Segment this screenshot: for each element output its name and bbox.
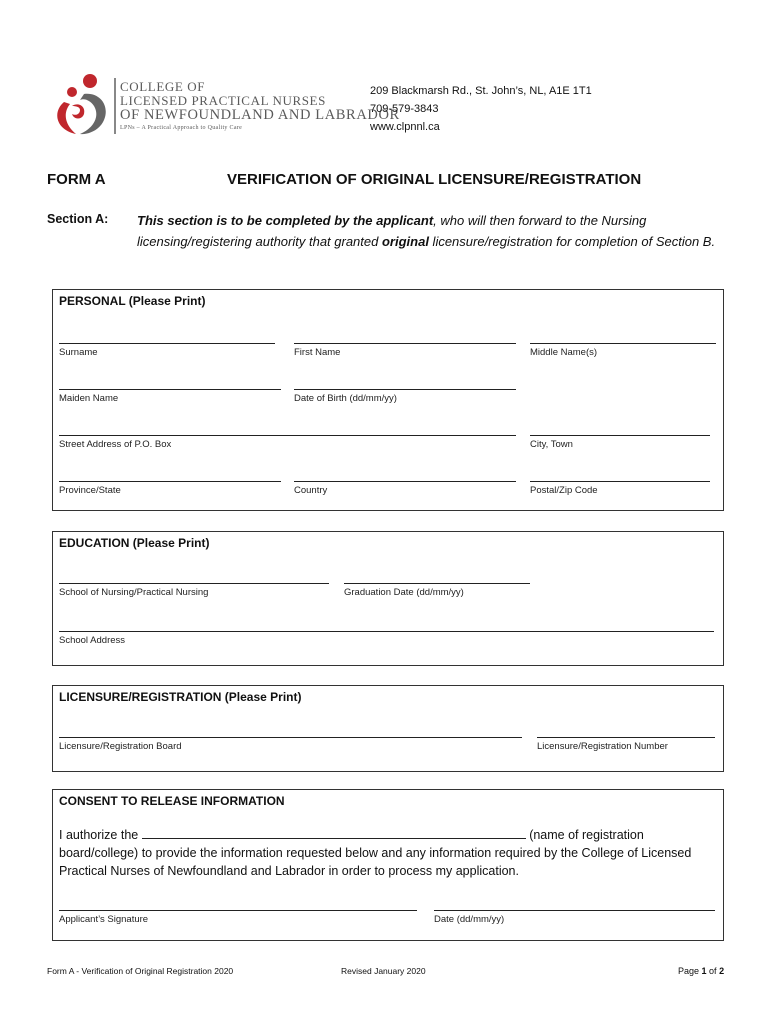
consent-title: CONSENT TO RELEASE INFORMATION: [59, 794, 285, 808]
page-current: 1: [701, 966, 707, 976]
consent-text-rest: board/college) to provide the information requested below and any information required by the College of Licensed Practical Nurses of Newfoundland and Labrador in order to process my application.: [59, 846, 692, 878]
postal-label: Postal/Zip Code: [530, 485, 598, 496]
page-total: 2: [719, 966, 725, 976]
city-field[interactable]: [530, 435, 710, 436]
street-field[interactable]: [59, 435, 516, 436]
intro-part-3: licensure/registration for completion of Section B.: [428, 234, 716, 249]
section-intro: [137, 210, 717, 252]
logo-line-2: LICENSED PRACTICAL NURSES: [120, 93, 326, 108]
footer-form-name: Form A - Verification of Original Registration 2020: [47, 966, 234, 976]
education-section: [52, 531, 724, 666]
maiden-name-field[interactable]: [59, 389, 281, 390]
consent-text: [59, 826, 719, 880]
logo-divider: [114, 78, 116, 134]
country-field[interactable]: [294, 481, 516, 482]
country-label: Country: [294, 485, 328, 496]
page-prefix: Page: [678, 966, 702, 976]
license-number-label: Licensure/Registration Number: [537, 741, 668, 752]
logo-tagline: LPNs – A Practical Approach to Quality Care: [120, 125, 243, 131]
heart-figures-icon: [50, 72, 116, 138]
dob-field[interactable]: [294, 389, 516, 390]
licensure-title: LICENSURE/REGISTRATION (Please Print): [59, 690, 302, 704]
section-label: Section A:: [47, 212, 109, 226]
surname-field[interactable]: [59, 343, 275, 344]
licensure-section: [52, 685, 724, 772]
postal-field[interactable]: [530, 481, 710, 482]
footer-revised: Revised January 2020: [341, 966, 426, 976]
address: 209 Blackmarsh Rd., St. John’s, NL, A1E 1T1: [370, 85, 592, 97]
logo-line-3: OF NEWFOUNDLAND AND LABRADOR: [120, 107, 400, 123]
maiden-name-label: Maiden Name: [59, 393, 119, 404]
consent-section: [52, 789, 724, 941]
consent-date-label: Date (dd/mm/yy): [434, 914, 505, 925]
school-address-label: School Address: [59, 635, 126, 646]
consent-text-end: (name of registration: [529, 828, 644, 842]
middle-names-field[interactable]: [530, 343, 716, 344]
signature-field[interactable]: [59, 910, 417, 911]
logo-line-1: COLLEGE OF: [120, 79, 206, 94]
school-field[interactable]: [59, 583, 329, 584]
intro-part-2: , who will then forward to the Nursing licensing/registering authority that granted: [137, 213, 647, 249]
intro-bold-2: original: [381, 234, 429, 249]
logo-wordmark: [120, 80, 400, 132]
license-number-field[interactable]: [537, 737, 715, 738]
consent-date-field[interactable]: [434, 910, 715, 911]
first-name-label: First Name: [294, 347, 341, 358]
dob-label: Date of Birth (dd/mm/yy): [294, 393, 397, 404]
website-link[interactable]: www.clpnnl.ca: [370, 121, 440, 133]
registration-board-field[interactable]: [142, 826, 526, 839]
footer-page-number: [678, 966, 724, 976]
surname-label: Surname: [59, 347, 98, 358]
school-address-field[interactable]: [59, 631, 714, 632]
street-label: Street Address of P.O. Box: [59, 439, 172, 450]
board-field[interactable]: [59, 737, 522, 738]
school-label: School of Nursing/Practical Nursing: [59, 587, 209, 598]
grad-date-field[interactable]: [344, 583, 530, 584]
personal-title: PERSONAL (Please Print): [59, 294, 206, 308]
first-name-field[interactable]: [294, 343, 516, 344]
province-field[interactable]: [59, 481, 281, 482]
page-middle: of: [706, 966, 720, 976]
intro-bold-1: This section is to be completed by the applicant: [137, 213, 434, 228]
page-title: VERIFICATION OF ORIGINAL LICENSURE/REGISTRATION: [227, 171, 642, 188]
form-id: FORM A: [47, 171, 106, 188]
consent-text-start: I authorize the: [59, 828, 139, 842]
city-label: City, Town: [530, 439, 573, 450]
middle-names-label: Middle Name(s): [530, 347, 598, 358]
personal-section: [52, 289, 724, 511]
signature-label: Applicant’s Signature: [59, 914, 149, 925]
phone: 709-579-3843: [370, 103, 439, 115]
grad-date-label: Graduation Date (dd/mm/yy): [344, 587, 464, 598]
contact-block: [370, 82, 592, 136]
board-label: Licensure/Registration Board: [59, 741, 182, 752]
province-label: Province/State: [59, 485, 121, 496]
education-title: EDUCATION (Please Print): [59, 536, 210, 550]
